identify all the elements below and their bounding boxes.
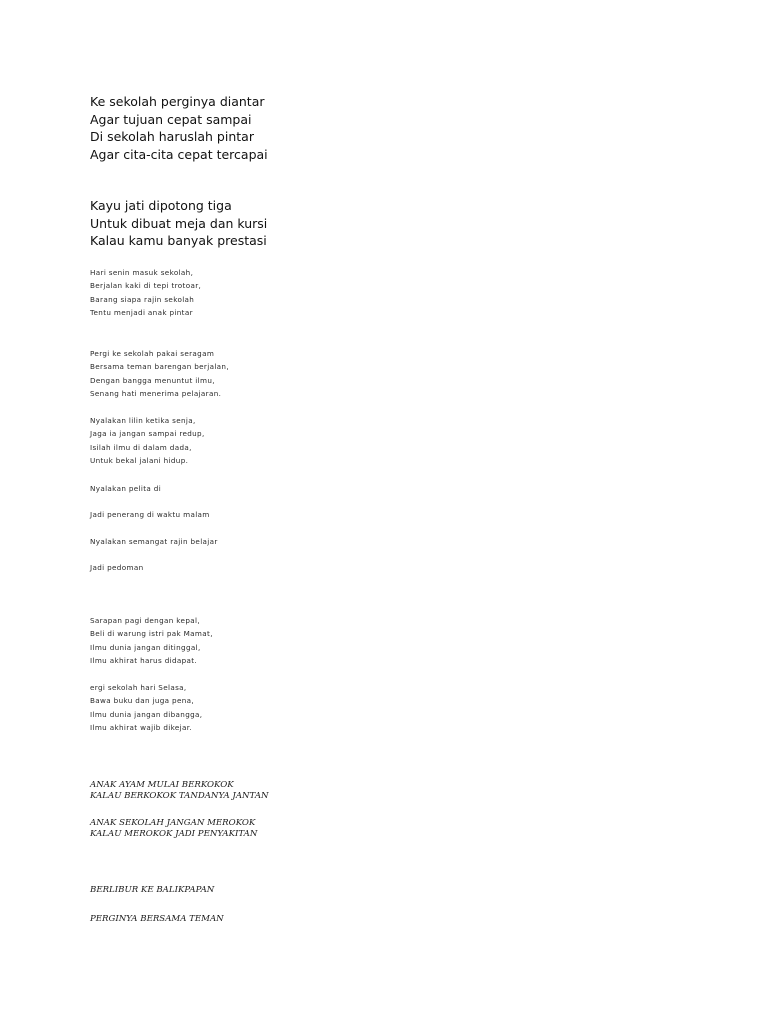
stanza-15	[90, 914, 730, 925]
poem-line: Nyalakan pelita di	[90, 484, 162, 493]
poem-line: Jadi penerang di waktu malam	[90, 510, 210, 519]
stanza-11	[90, 681, 730, 734]
poem-line: Sarapan pagi dengan kepal,	[90, 616, 200, 625]
poem-line: Isilah ilmu di dalam dada,	[90, 442, 192, 452]
poem-line: Kalau kamu banyak prestasi	[90, 233, 267, 248]
stanza-10	[90, 614, 730, 667]
poem-line: Untuk dibuat meja dan kursi	[90, 215, 268, 231]
poem-line: Agar tujuan cepat sampai	[90, 111, 252, 127]
poem-line: Ilmu akhirat harus didapat.	[90, 655, 198, 665]
poem-line: Ilmu dunia jangan ditinggal,	[90, 642, 201, 652]
stanza-14	[90, 885, 730, 896]
poem-line: ANAK SEKOLAH JANGAN MEROKOK	[90, 818, 256, 828]
poem-line: Berjalan kaki di tepi trotoar,	[90, 281, 202, 291]
stanza-6	[90, 482, 730, 495]
poem-line: BERLIBUR KE BALIKPAPAN	[90, 885, 215, 895]
poem-line: Di sekolah haruslah pintar	[90, 129, 254, 144]
stanza-1	[90, 93, 730, 163]
poem-line: Pergi ke sekolah pakai seragam	[90, 349, 215, 358]
stanza-12	[90, 780, 730, 801]
poem-line: Ilmu dunia jangan dibangga,	[90, 709, 203, 719]
stanza-3	[90, 266, 730, 319]
stanza-2	[90, 197, 730, 250]
stanza-13	[90, 818, 730, 839]
poem-line: Senang hati menerima pelajaran.	[90, 388, 222, 398]
poem-line: Agar cita-cita cepat tercapai	[90, 146, 268, 162]
poem-line: Barang siapa rajin sekolah	[90, 294, 195, 304]
poem-line: Tentu menjadi anak pintar	[90, 307, 193, 317]
stanza-9	[90, 561, 730, 574]
stanza-4	[90, 347, 730, 400]
poem-line: ANAK AYAM MULAI BERKOKOK	[90, 780, 234, 790]
poem-line: KALAU BERKOKOK TANDANYA JANTAN	[90, 790, 269, 801]
poem-line: Bersama teman barengan berjalan,	[90, 362, 229, 372]
poem-line: Ilmu akhirat wajib dikejar.	[90, 722, 192, 732]
poem-line: Beli di warung istri pak Mamat,	[90, 629, 213, 639]
poem-line: ergi sekolah hari Selasa,	[90, 683, 187, 692]
poem-line: KALAU MEROKOK JADI PENYAKITAN	[90, 828, 258, 839]
poem-line: Jadi pedoman	[90, 563, 144, 572]
poem-line: Nyalakan semangat rajin belajar	[90, 537, 218, 546]
stanza-5	[90, 414, 730, 467]
poem-line: Dengan bangga menuntut ilmu,	[90, 375, 215, 385]
poem-line: Jaga ia jangan sampai redup,	[90, 429, 205, 439]
poem-line: PERGINYA BERSAMA TEMAN	[90, 914, 224, 924]
poem-line: Kayu jati dipotong tiga	[90, 198, 232, 213]
poem-line: Ke sekolah perginya diantar	[90, 94, 265, 109]
poem-line: Hari senin masuk sekolah,	[90, 268, 194, 277]
poem-line: Untuk bekal jalani hidup.	[90, 455, 189, 465]
poem-line: Nyalakan lilin ketika senja,	[90, 416, 196, 425]
stanza-7	[90, 508, 730, 521]
poem-line: Bawa buku dan juga pena,	[90, 696, 195, 706]
stanza-8	[90, 535, 730, 548]
